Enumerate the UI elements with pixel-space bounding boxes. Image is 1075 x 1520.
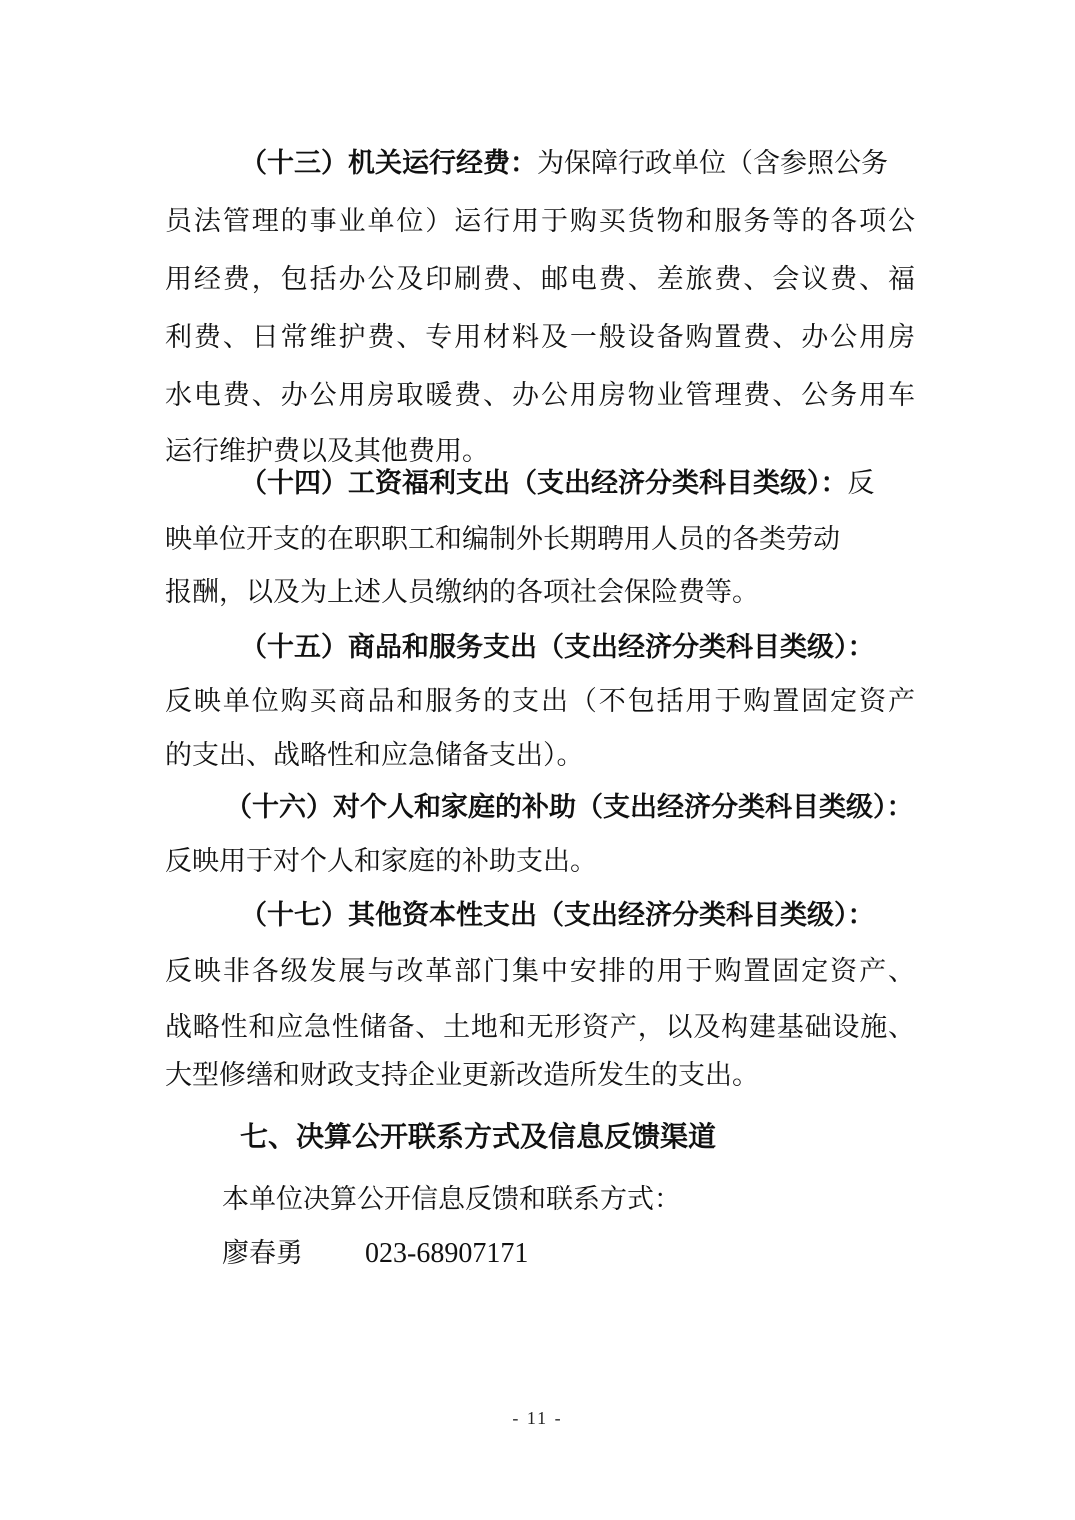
section-15-first-line: [240, 630, 875, 666]
section-17-title: （十七）其他资本性支出（支出经济分类科目类级）：: [240, 900, 875, 931]
section-17-line: 战略性和应急性储备、土地和无形资产，以及构建基础设施、: [165, 1012, 915, 1043]
section-17-line: 大型修缮和财政支持企业更新改造所发生的支出。: [165, 1060, 759, 1091]
section-16-first-line: [225, 790, 914, 826]
section-14-line: 报酬，以及为上述人员缴纳的各项社会保险费等。: [165, 577, 759, 608]
section-13-line: 利费、日常维护费、专用材料及一般设备购置费、办公用房: [165, 322, 915, 353]
section-7-heading: 七、决算公开联系方式及信息反馈渠道: [240, 1120, 717, 1153]
section-17-line: 反映非各级发展与改革部门集中安排的用于购置固定资产、: [165, 956, 915, 987]
page-number: - 11 -: [512, 1408, 563, 1428]
section-13-line: 员法管理的事业单位）运行用于购买货物和服务等的各项公: [165, 206, 915, 237]
section-17-first-line: [240, 898, 875, 934]
section-15-line: 反映单位购买商品和服务的支出（不包括用于购置固定资产: [165, 686, 915, 717]
section-15-line: 的支出、战略性和应急储备支出）。: [165, 740, 584, 771]
section-16-line: 反映用于对个人和家庭的补助支出。: [165, 846, 597, 877]
section-13-text: 为保障行政单位（含参照公务: [537, 148, 888, 179]
section-13-first-line: [240, 146, 888, 182]
contact-phone: 023-68907171: [365, 1238, 529, 1269]
section-13-line: 水电费、办公用房取暖费、办公用房物业管理费、公务用车: [165, 380, 915, 411]
section-14-line: 映单位开支的在职职工和编制外长期聘用人员的各类劳动: [165, 524, 840, 555]
section-14-title: （十四）工资福利支出（支出经济分类科目类级）：: [240, 468, 848, 499]
section-13-line: 用经费，包括办公及印刷费、邮电费、差旅费、会议费、福: [165, 264, 915, 295]
section-16-title: （十六）对个人和家庭的补助（支出经济分类科目类级）：: [225, 792, 914, 823]
section-13-title: （十三）机关运行经费：: [240, 148, 537, 179]
contact-intro: 本单位决算公开信息反馈和联系方式：: [222, 1184, 681, 1215]
section-13-line: 运行维护费以及其他费用。: [165, 436, 489, 467]
section-14-first-line: [240, 466, 875, 502]
contact-name: 廖春勇: [222, 1238, 303, 1269]
section-14-text: 反: [847, 468, 875, 499]
section-15-title: （十五）商品和服务支出（支出经济分类科目类级）：: [240, 632, 875, 663]
